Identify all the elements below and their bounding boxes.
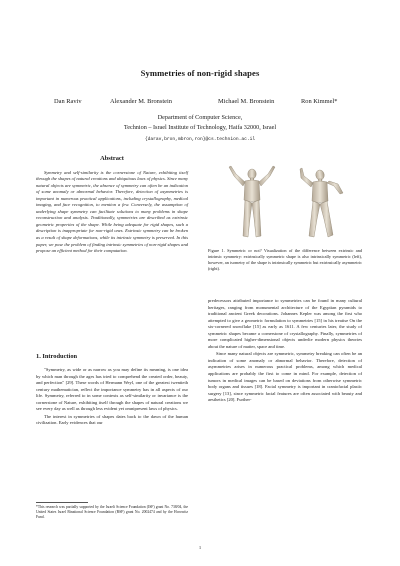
deformed-shape [300, 168, 343, 237]
author-list [54, 98, 354, 108]
footnote-rule [36, 502, 88, 503]
affiliation-line: Department of Computer Science, [157, 114, 243, 121]
abstract-text: Symmetry and self-similarity is the cornerstone of Nature, exhibiting itself through the shapes of natural creations and ubiquitous laws of physics. Since many natural objects are symmetric, the absence of symmetry can often be an indication of some anomaly or abnormal behavior. Therefore, detection of asymmetries is important in numerous practical applications, including crystallography, medical imaging, and face recognition, to mention a few. Conversely, the assumption of underlying shape symmetry can facilitate solutions to many problems in shape reconstruction and analysis. Traditionally, symmetries are described as extrinsic geometric properties of the shape. While being adequate for rigid shapes, such a description is inappropriate for non-rigid ones. Extrinsic symmetry can be broken as a result of shape deformations, while its intrinsic symmetry is preserved. In this paper, we pose the problem of finding intrinsic symmetries of non-rigid shapes and propose an efficient method for their computation. [36, 169, 188, 254]
symmetric-shape [229, 166, 275, 237]
author-name: Michael M. Bronstein [218, 98, 275, 105]
figure-1-humanoid-shapes [212, 162, 362, 242]
right-column-body [208, 298, 362, 404]
paper-title: Symmetries of non-rigid shapes [140, 68, 260, 78]
body-paragraph: Since many natural objects are symmetric, symmetry breaking can often be an indication of some anomaly or abnormal behavior. Therefore, detection of asymmetries arises in numerous practical problems, among which medical applications are probably the first to come in mind. For example, detection of tumors in medical images can be based on deviations from otherwise symmetric body organs and tissues [18]. Facial symmetry is important in craniofacial plastic surgery [13], since symmetric facial features are often associated with beauty and aesthetics [20]. Further- [208, 351, 362, 403]
footnote: *This research was partially supported by the Israeli Science Foundation (ISF) grant No. 738/04, the United States Israel Binational Science Foundation (BSF) grant No. 2002474 and by the Horowitz Fund. [36, 505, 188, 519]
abstract-heading: Abstract [100, 155, 124, 162]
intro-paragraph: The interest in symmetries of shapes dates back to the dawn of the human civilization. Early evidences that our [36, 413, 188, 426]
author-emails: {darav,bron,mbron,ron}@cs.technion.ac.il [144, 137, 256, 142]
page-number: 1 [198, 545, 202, 550]
affiliation-line: Technion – Israel Institute of Technology, Haifa 32000, Israel [123, 124, 277, 131]
intro-paragraph: "Symmetry, as wide or as narrow as you may define its meaning, is one idea by which man through the ages has tried to comprehend the created order, beauty, and perfection" [29]. These words of Hermann Weyl, one of the greatest twentieth century mathematician, reflect the importance symmetry has in all aspects of our life. Symmetry, referred to in some contexts as self-similarity or invariance is the cornerstone of Nature, exhibiting itself through the shapes of natural creations we see every day as well as through less evident yet omnipresent laws of physics. [36, 367, 188, 412]
author-name: Alexander M. Bronstein [110, 98, 172, 105]
intro-heading: 1. Introduction [36, 353, 78, 360]
figure-1-caption: Figure 1. Symmetric or not? Visualization of the difference between extrinsic and intrinsic symmetry: extrinsically symmetric shape is also intrinsically symmetric (left), however, an isometry of the shape is intrinsically symmetric but extrinsically asymmetric (right). [208, 248, 362, 271]
intro-body [36, 367, 188, 427]
author-name: Dan Raviv [54, 98, 82, 105]
abstract-section [36, 156, 188, 255]
author-name: Ron Kimmel* [301, 98, 338, 105]
body-paragraph: predecessors attributed importance to symmetries can be found in many cultural heritages, ranging from monumental architecture of the Egyptian pyramids to traditional ancient Greek decorations. Johannes Kepler was among the first who attempted to give a geometric formulation to symmetries [15] in his treatise On the six-cornered snowflake [15] as early as 1611. A few centuries later, the study of symmetric shapes became a cornerstone of crystallography. Finally, symmetries of more complicated higher-dimensional objects underlie modern physics theories about the nature of matter, space and time. [208, 298, 362, 349]
